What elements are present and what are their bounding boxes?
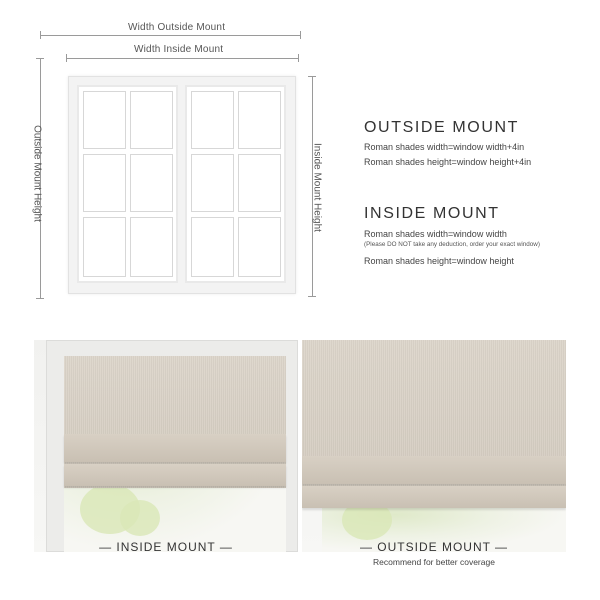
- window-diagram: [68, 76, 296, 294]
- window-pane: [130, 91, 173, 149]
- outside-mount-height-rule: Roman shades height=window height+4in: [364, 157, 532, 167]
- width-inside-mount-tick-left: [66, 54, 67, 62]
- window-pane: [191, 217, 234, 277]
- window-pane: [83, 217, 126, 277]
- outside-mount-caption: — OUTSIDE MOUNT —: [359, 540, 509, 554]
- right-window-sash: [185, 85, 286, 283]
- outside-mount-heading: OUTSIDE MOUNT: [364, 119, 520, 136]
- outside-mount-height-tick-top: [36, 58, 44, 59]
- width-outside-mount-tick-left: [40, 31, 41, 39]
- width-outside-mount-tick-right: [300, 31, 301, 39]
- outside-mount-subcaption: Recommend for better coverage: [373, 557, 495, 567]
- roman-shade-inside: [64, 356, 286, 488]
- width-inside-mount-tick-right: [298, 54, 299, 62]
- window-pane: [238, 217, 281, 277]
- width-inside-mount-line: [66, 58, 298, 59]
- inside-mount-height-tick-bottom: [308, 296, 316, 297]
- shade-fold: [302, 486, 566, 508]
- inside-mount-width-rule: Roman shades width=window width: [364, 229, 507, 239]
- window-pane: [191, 154, 234, 212]
- shade-fold: [64, 434, 286, 462]
- outside-mount-width-rule: Roman shades width=window width+4in: [364, 142, 525, 152]
- shade-fold: [64, 464, 286, 486]
- window-pane: [83, 91, 126, 149]
- inside-mount-height-tick-top: [308, 76, 316, 77]
- inside-mount-note: (Please DO NOT take any deduction, order your exact window): [364, 241, 540, 248]
- shade-fold: [302, 456, 566, 484]
- outside-mount-height-label: Outside Mount Height: [31, 125, 43, 222]
- window-pane: [191, 91, 234, 149]
- inside-mount-heading: INSIDE MOUNT: [364, 205, 500, 222]
- left-window-sash: [77, 85, 178, 283]
- foliage-blur: [120, 500, 160, 536]
- outside-mount-photo: [302, 340, 566, 552]
- width-outside-mount-line: [40, 35, 300, 36]
- window-pane: [130, 217, 173, 277]
- inside-mount-photo: [34, 340, 298, 552]
- window-pane: [238, 154, 281, 212]
- inside-mount-height-label: Inside Mount Height: [311, 143, 323, 232]
- outside-mount-height-tick-bottom: [36, 298, 44, 299]
- inside-mount-caption: — INSIDE MOUNT —: [99, 540, 233, 554]
- roman-shade-outside: [302, 340, 566, 508]
- width-outside-mount-label: Width Outside Mount: [128, 22, 226, 33]
- window-pane: [238, 91, 281, 149]
- inside-mount-height-rule: Roman shades height=window height: [364, 256, 514, 266]
- window-pane: [130, 154, 173, 212]
- window-pane: [83, 154, 126, 212]
- width-inside-mount-label: Width Inside Mount: [134, 44, 224, 55]
